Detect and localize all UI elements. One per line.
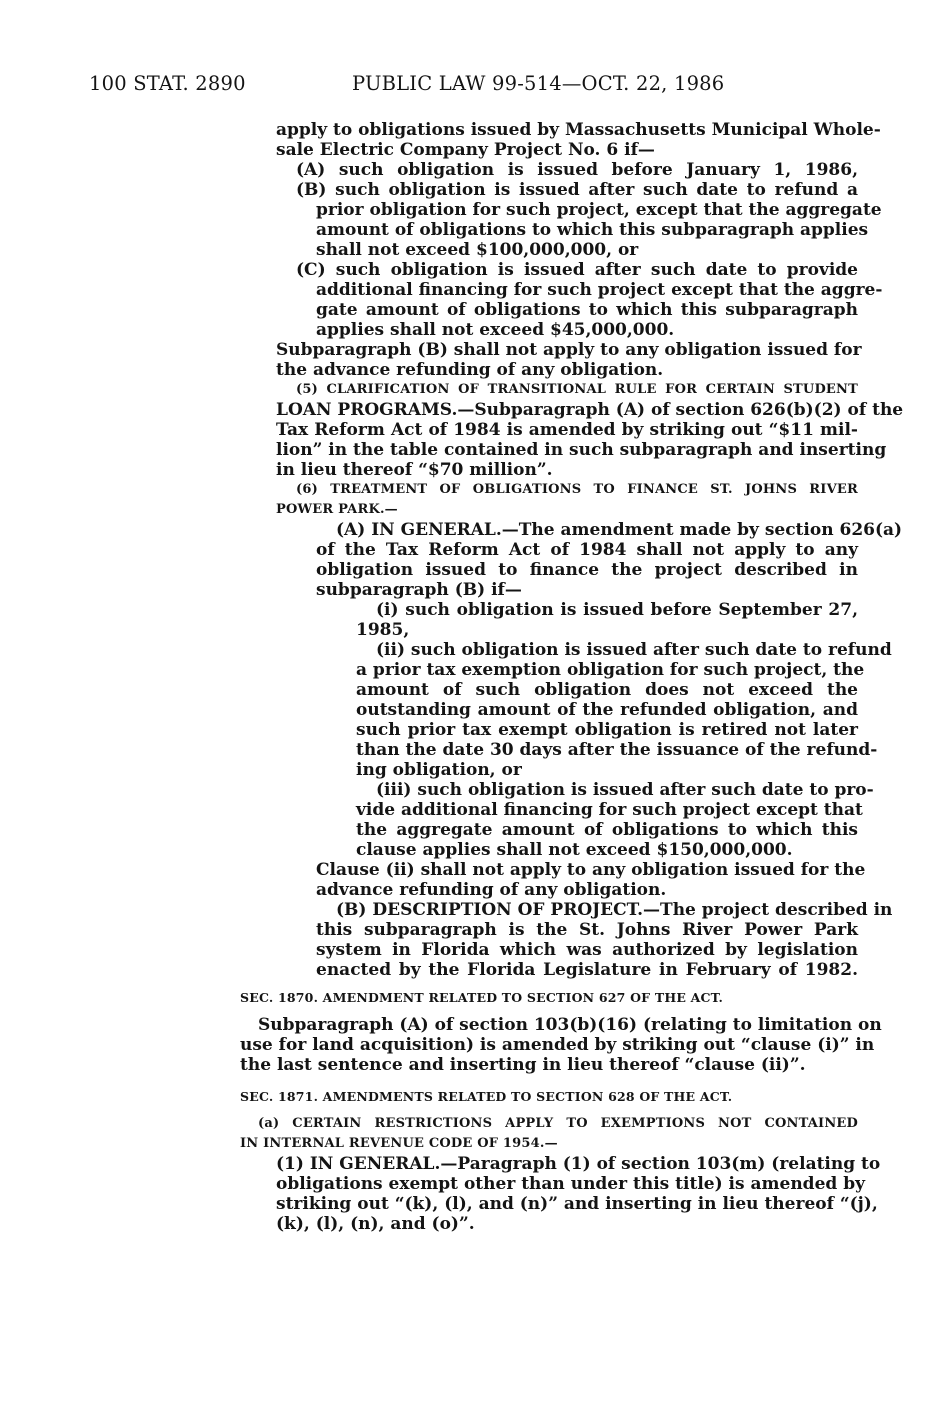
text-line: LOAN PROGRAMS.—Subparagraph (A) of section 626(b)(2) of the [276, 400, 904, 420]
text-line: (ii) such obligation is issued after such date to refund [376, 640, 892, 660]
public-law-header: PUBLIC LAW 99-514—OCT. 22, 1986 [352, 72, 725, 95]
text-line: striking out “(k), (l), and (n)” and inserting in lieu thereof “(j), [276, 1194, 878, 1214]
text-line: (B) DESCRIPTION OF PROJECT.—The project described in [336, 900, 893, 920]
page-citation: 100 STAT. 2890 [89, 72, 246, 95]
text-line: shall not exceed $100,000,000, or [316, 240, 639, 260]
text-line: enacted by the Florida Legislature in February of 1982. [316, 960, 858, 980]
text-line: (5) CLARIFICATION OF TRANSITIONAL RULE FOR CERTAIN STUDENT [296, 382, 858, 397]
text-line: 1985, [356, 620, 410, 640]
text-line: POWER PARK.— [276, 502, 398, 517]
text-line: obligation issued to finance the project described in [316, 560, 858, 580]
text-line: amount of such obligation does not exceed the [356, 680, 858, 700]
text-line: (iii) such obligation is issued after such date to pro- [376, 780, 874, 800]
text-line: than the date 30 days after the issuance of the refund- [356, 740, 878, 760]
text-line: clause applies shall not exceed $150,000,000. [356, 840, 793, 860]
text-line: lion” in the table contained in such subparagraph and inserting [276, 440, 887, 460]
text-line: in lieu thereof “$70 million”. [276, 460, 553, 480]
text-line: prior obligation for such project, except that the aggregate [316, 200, 882, 220]
text-line: (6) TREATMENT OF OBLIGATIONS TO FINANCE ST. JOHNS RIVER [296, 482, 858, 497]
text-line: (a) CERTAIN RESTRICTIONS APPLY TO EXEMPTIONS NOT CONTAINED [258, 1116, 858, 1131]
text-line: Subparagraph (B) shall not apply to any obligation issued for [276, 340, 862, 360]
text-line: the last sentence and inserting in lieu thereof “clause (ii)”. [240, 1055, 806, 1075]
text-line: system in Florida which was authorized by legislation [316, 940, 858, 960]
text-line: (1) IN GENERAL.—Paragraph (1) of section 103(m) (relating to [276, 1154, 881, 1174]
text-line: (A) such obligation is issued before January 1, 1986, [296, 160, 858, 180]
text-line: additional financing for such project except that the aggre- [316, 280, 883, 300]
section-heading: SEC. 1870. AMENDMENT RELATED TO SECTION 627 OF THE ACT. [240, 990, 724, 1005]
text-line: such prior tax exempt obligation is retired not later [356, 720, 858, 740]
text-line: (C) such obligation is issued after such date to provide [296, 260, 858, 280]
text-line: (k), (l), (n), and (o)”. [276, 1214, 475, 1234]
text-line: vide additional financing for such project except that [356, 800, 863, 820]
text-line: ing obligation, or [356, 760, 522, 780]
text-line: subparagraph (B) if— [316, 580, 522, 600]
text-line: Clause (ii) shall not apply to any obligation issued for the [316, 860, 866, 880]
text-line: obligations exempt other than under this title) is amended by [276, 1174, 865, 1194]
text-line: a prior tax exemption obligation for such project, the [356, 660, 865, 680]
text-line: outstanding amount of the refunded obligation, and [356, 700, 858, 720]
text-line: amount of obligations to which this subparagraph applies [316, 220, 869, 240]
text-line: use for land acquisition) is amended by striking out “clause (i)” in [240, 1035, 875, 1055]
text-line: of the Tax Reform Act of 1984 shall not apply to any [316, 540, 858, 560]
text-line: the advance refunding of any obligation. [276, 360, 664, 380]
text-line: this subparagraph is the St. Johns River Power Park [316, 920, 858, 940]
text-line: (B) such obligation is issued after such date to refund a [296, 180, 858, 200]
text-line: (A) IN GENERAL.—The amendment made by section 626(a) [336, 520, 903, 540]
text-line: (i) such obligation is issued before September 27, [376, 600, 858, 620]
text-line: sale Electric Company Project No. 6 if— [276, 140, 655, 160]
section-heading: SEC. 1871. AMENDMENTS RELATED TO SECTION 628 OF THE ACT. [240, 1089, 733, 1104]
text-line: apply to obligations issued by Massachusetts Municipal Whole- [276, 120, 881, 140]
text-line: advance refunding of any obligation. [316, 880, 667, 900]
text-line: applies shall not exceed $45,000,000. [316, 320, 675, 340]
text-line: Subparagraph (A) of section 103(b)(16) (relating to limitation on [258, 1015, 882, 1035]
text-line: gate amount of obligations to which this subparagraph [316, 300, 858, 320]
text-line: Tax Reform Act of 1984 is amended by striking out “$11 mil- [276, 420, 858, 440]
text-line: the aggregate amount of obligations to which this [356, 820, 858, 840]
text-line: IN INTERNAL REVENUE CODE OF 1954.— [240, 1136, 558, 1151]
